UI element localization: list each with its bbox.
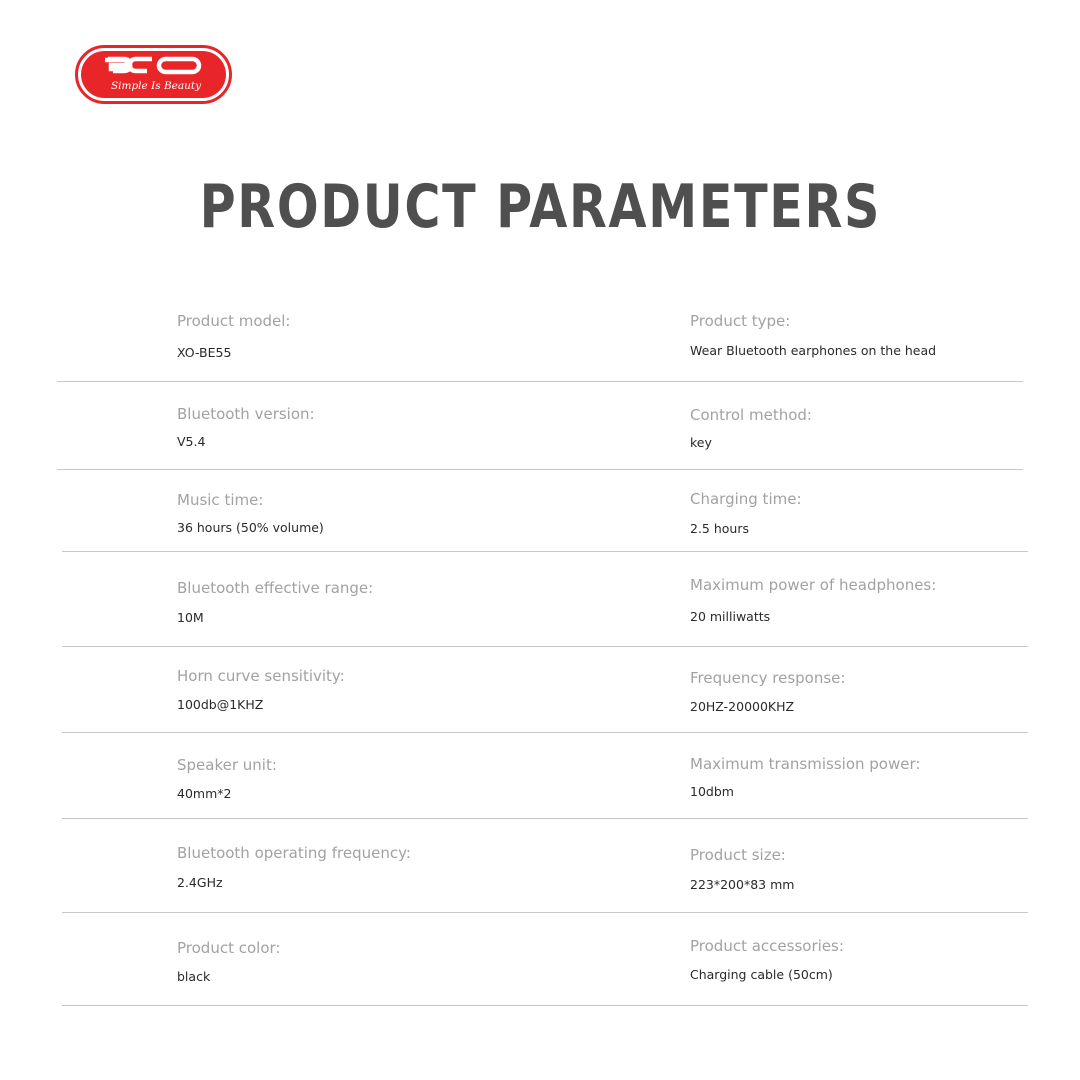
row-divider xyxy=(62,551,1028,552)
param-label: Frequency response: xyxy=(690,669,846,687)
row-divider xyxy=(62,1005,1028,1006)
row-divider xyxy=(57,469,1023,470)
row-divider xyxy=(57,381,1023,382)
param-label: Product model: xyxy=(177,312,291,330)
param-value: 36 hours (50% volume) xyxy=(177,520,324,535)
param-value: 2.5 hours xyxy=(690,521,749,536)
param-value: Wear Bluetooth earphones on the head xyxy=(690,343,937,358)
param-label: Product accessories: xyxy=(690,937,844,955)
row-divider xyxy=(62,646,1028,647)
param-label: Horn curve sensitivity: xyxy=(177,667,345,685)
param-label: Speaker unit: xyxy=(177,756,277,774)
param-value: Charging cable (50cm) xyxy=(690,967,833,982)
row-divider xyxy=(62,818,1028,819)
param-value: 40mm*2 xyxy=(177,786,232,801)
param-value: 10dbm xyxy=(690,784,734,799)
param-label: Product color: xyxy=(177,939,281,957)
param-label: Maximum power of headphones: xyxy=(690,576,937,594)
param-label: Music time: xyxy=(177,491,264,509)
param-label: Product size: xyxy=(690,846,786,864)
param-label: Control method: xyxy=(690,406,812,424)
param-label: Charging time: xyxy=(690,490,802,508)
param-label: Bluetooth operating frequency: xyxy=(177,844,411,862)
param-value: 20HZ-20000KHZ xyxy=(690,699,795,714)
param-value: 10M xyxy=(177,610,204,625)
param-label: Maximum transmission power: xyxy=(690,755,921,773)
param-value: V5.4 xyxy=(177,434,206,449)
brand-tagline: Simple Is Beauty xyxy=(110,80,202,92)
param-label: Product type: xyxy=(690,312,791,330)
param-value: 2.4GHz xyxy=(177,875,223,890)
param-value: 20 milliwatts xyxy=(690,609,771,624)
param-value: 223*200*83 mm xyxy=(690,877,795,892)
param-value: key xyxy=(690,435,712,450)
param-label: Bluetooth effective range: xyxy=(177,579,374,597)
row-divider xyxy=(62,732,1028,733)
param-value: black xyxy=(177,969,211,984)
param-label: Bluetooth version: xyxy=(177,405,315,423)
page-title: PRODUCT PARAMETERS xyxy=(199,172,882,242)
param-value: XO-BE55 xyxy=(177,345,232,360)
param-value: 100db@1KHZ xyxy=(177,697,264,712)
row-divider xyxy=(62,912,1028,913)
